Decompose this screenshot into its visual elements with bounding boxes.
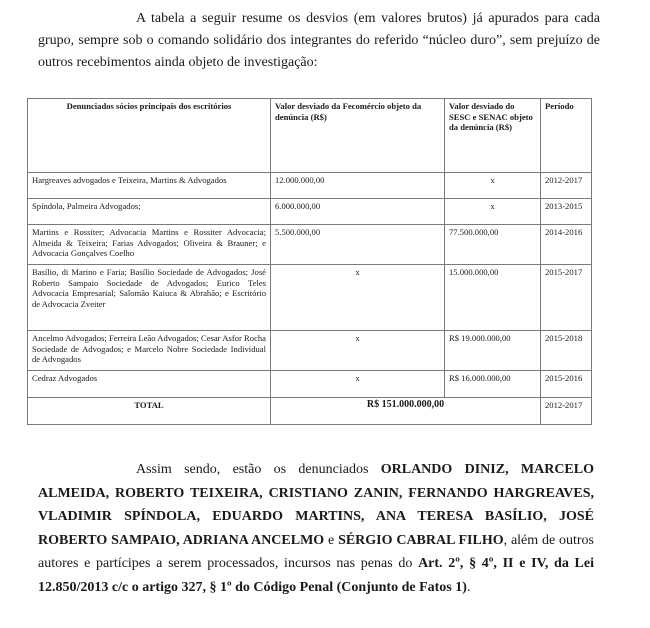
row-defendants: Ancelmo Advogados; Ferreira Leão Advogados; Cesar Asfor Rocha Sociedade de Advogados; e Marcelo Nobre Sociedade Individual de Advogados <box>28 331 271 371</box>
row-fecomercio: x <box>271 331 445 371</box>
row-fecomercio: x <box>271 265 445 331</box>
row-sesc-senac: R$ 16.000.000,00 <box>445 371 541 398</box>
row-sesc-senac: R$ 19.000.000,00 <box>445 331 541 371</box>
table-header-row <box>28 99 592 173</box>
defendant-name-last: SÉRGIO CABRAL FILHO <box>338 532 504 548</box>
total-period: 2012-2017 <box>541 398 592 425</box>
table-row <box>28 225 592 265</box>
intro-paragraph <box>38 8 600 74</box>
intro-line-1: A tabela a seguir resume os desvios (em valores brutos) já apurados para cada <box>136 11 600 26</box>
header-period: Período <box>541 99 592 173</box>
embezzlement-table <box>27 98 592 425</box>
conclusion-text-4: . <box>466 579 471 595</box>
row-fecomercio: 6.000.000,00 <box>271 199 445 225</box>
intro-line-3: outros recebimentos ainda objeto de investigação: <box>38 55 318 70</box>
row-fecomercio: x <box>271 371 445 398</box>
row-period: 2015-2018 <box>541 331 592 371</box>
total-label: TOTAL <box>28 398 271 425</box>
conclusion-paragraph <box>38 458 594 599</box>
row-sesc-senac: x <box>445 173 541 199</box>
table-row <box>28 371 592 398</box>
row-period: 2013-2015 <box>541 199 592 225</box>
row-fecomercio: 12.000.000,00 <box>271 173 445 199</box>
row-period: 2015-2016 <box>541 371 592 398</box>
row-sesc-senac: x <box>445 199 541 225</box>
table-row <box>28 331 592 371</box>
row-defendants: Hargreaves advogados e Teixeira, Martins & Advogados <box>28 173 271 199</box>
conclusion-text-1: Assim sendo, estão os denunciados <box>136 462 381 477</box>
intro-line-2: grupo, sempre sob o comando solidário dos integrantes do referido “núcleo duro”, sem prejuízo de <box>38 33 600 48</box>
table-row <box>28 199 592 225</box>
row-period: 2012-2017 <box>541 173 592 199</box>
conclusion-text-3: , além de outros autores e partícipes a serem processados, incursos nas penas do <box>38 532 594 571</box>
table-row <box>28 173 592 199</box>
header-sesc-senac: Valor desviado do SESC e SENAC objeto da denúncia (R$) <box>445 99 541 173</box>
row-fecomercio: 5.500.000,00 <box>271 225 445 265</box>
row-defendants: Martins e Rossiter; Advocacia Martins e Rossiter Advocacia; Almeida & Teixeira; Farias Advogados; Oliveira & Brauner; e Advocacia Gonçalves Coelho <box>28 225 271 265</box>
conclusion-text-2: e <box>324 532 339 548</box>
row-sesc-senac: 77.500.000,00 <box>445 225 541 265</box>
table-row <box>28 265 592 331</box>
header-fecomercio: Valor desviado da Fecomércio objeto da denúncia (R$) <box>271 99 445 173</box>
row-defendants: Basílio, di Marino e Faria; Basílio Sociedade de Advogados; José Roberto Sampaio Sociedade de Advogados; Eurico Teles Advocacia Empresarial; Salomão Kaiuca & Abrahão; e Escritório de Advocacia Zveiter <box>28 265 271 331</box>
row-defendants: Spíndola, Palmeira Advogados; <box>28 199 271 225</box>
total-value: R$ 151.000.000,00 <box>271 398 541 425</box>
row-period: 2014-2016 <box>541 225 592 265</box>
row-defendants: Cedraz Advogados <box>28 371 271 398</box>
law-citation: Art. 2º, § 4º, II e IV, da Lei 12.850/2013 c/c o artigo 327, § 1º do Código Penal (Conjunto de Fatos 1) <box>38 556 594 595</box>
defendant-names: ORLANDO DINIZ, MARCELO ALMEIDA, ROBERTO TEIXEIRA, CRISTIANO ZANIN, FERNANDO HARGREAVES, VLADIMIR SPÍNDOLA, EDUARDO MARTINS, ANA TERESA BASÍLIO, JOSÉ ROBERTO SAMPAIO, ADRIANA ANCELMO <box>38 462 594 548</box>
table-total-row <box>28 398 592 425</box>
row-period: 2015-2017 <box>541 265 592 331</box>
row-sesc-senac: 15.000.000,00 <box>445 265 541 331</box>
header-defendants: Denunciados sócios principais dos escritórios <box>28 99 271 173</box>
